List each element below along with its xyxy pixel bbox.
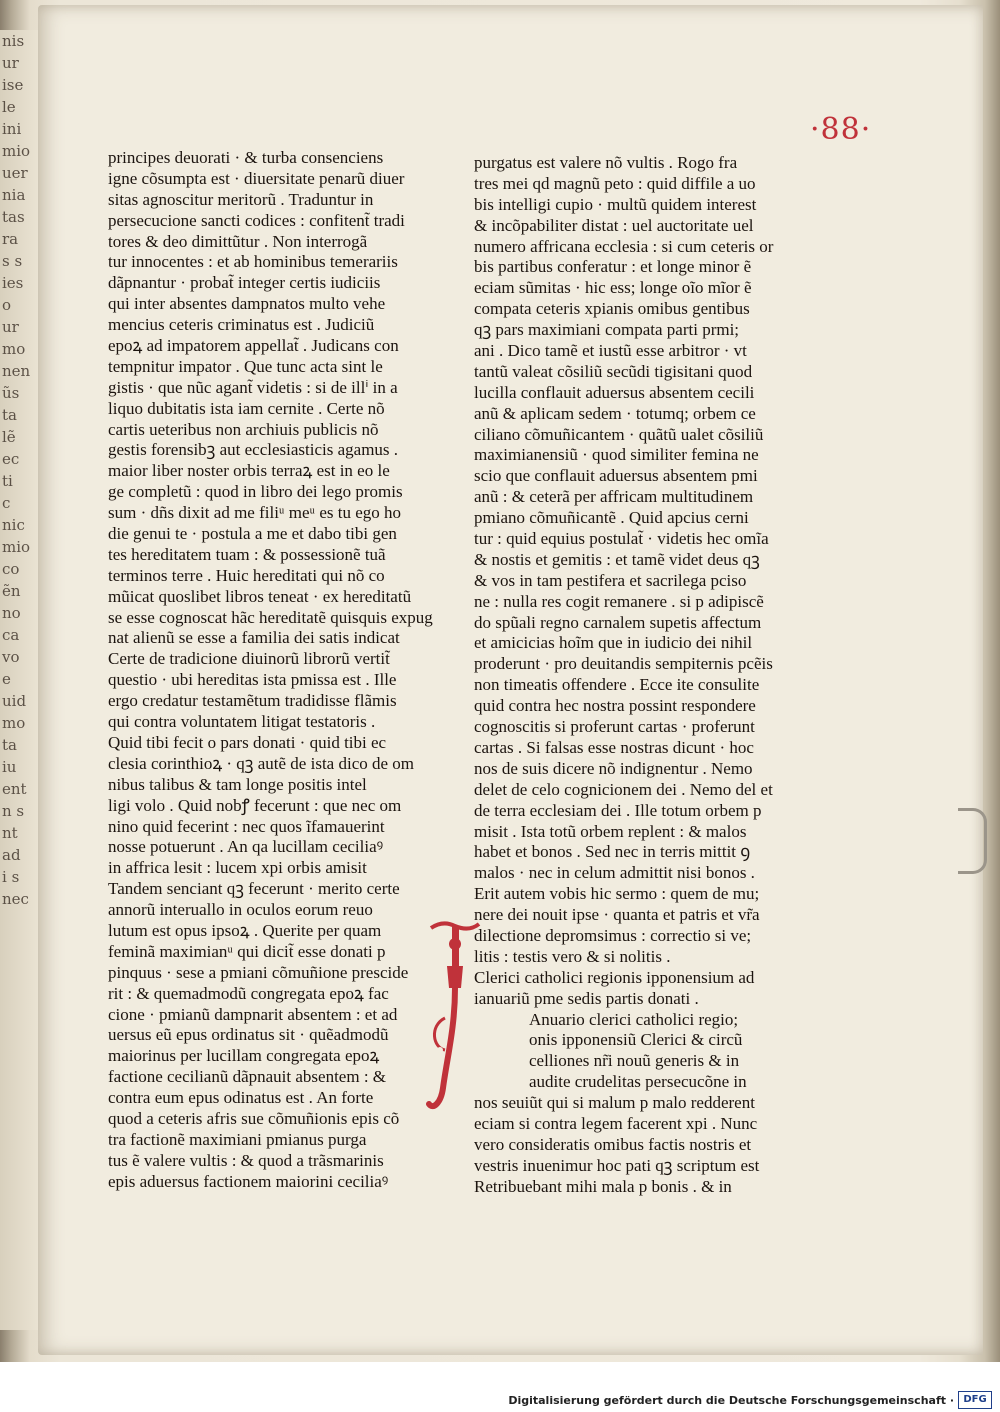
text-line: malos · nec in celum admittit nisi bonos . <box>474 863 755 883</box>
text-line: qui inter absentes dampnatos multo vehe <box>108 294 386 314</box>
prev-page-fragment: nt <box>2 824 18 842</box>
text-line: pmiano cõmuñicantẽ . Quid apcius cerni <box>474 508 749 528</box>
prev-page-fragment: s s <box>2 252 23 270</box>
text-line: scio que conflauit aduersus absentem pmi <box>474 466 758 486</box>
prev-page-fragment: ta <box>2 406 17 424</box>
text-line: Certe de tradicione diuinorũ librorũ vertit̃ <box>108 649 390 669</box>
text-line: quod a ceteris afris sue cõmuñionis epis cõ <box>108 1108 400 1128</box>
text-line: nosse potuerunt . An qa lucillam ceciliaꝰ <box>108 837 384 857</box>
text-line: delet de celo cognicionem dei . Nemo del et <box>474 779 773 799</box>
prev-page-fragment: ur <box>2 318 19 336</box>
text-line: nat alienũ se esse a familia dei satis indicat <box>108 628 400 648</box>
prev-page-fragment: nis <box>2 32 25 50</box>
decorated-initial-icon <box>425 918 485 1118</box>
text-line: feminã maximianᵘ qui dicit̃ esse donati p <box>108 941 386 961</box>
text-line: mũicat quoslibet libros teneat · ex hereditatũ <box>108 586 412 606</box>
prev-page-fragment: ies <box>2 274 24 292</box>
prev-page-fragment: mo <box>2 714 26 732</box>
text-line: eciam sũmitas · hic ess; longe oĩo mĩor ẽ <box>474 278 752 298</box>
text-line: tantũ valeat cõsiliũ secũdi tigisitani quod <box>474 361 753 381</box>
folio-number: ·88· <box>810 112 872 147</box>
text-line: maiorinus per lucillam congregata epoꝝ <box>108 1046 380 1066</box>
text-line: tes hereditatem tuam : & possessionẽ tuã <box>108 544 386 564</box>
text-line: annorũ interuallo in oculos eorum reuo <box>108 900 373 920</box>
text-line: ge completũ : quod in libro dei lego promis <box>108 482 403 502</box>
text-line: rit : & quemadmodũ congregata epoꝝ fac <box>108 983 389 1003</box>
text-line: celliones nr̃i nouũ generis & in <box>529 1051 740 1071</box>
text-line: maximianensiũ · quod similiter femina ne <box>474 445 759 465</box>
text-line: compata ceteris xpianis omibus gentibus <box>474 299 750 319</box>
text-line: dãpnantur · probat̃ integer certis iudiciis <box>108 273 381 293</box>
text-line: habet et bonos . Sed nec in terris mittit ꝯ <box>474 842 751 862</box>
prev-page-fragment: c <box>2 494 11 512</box>
text-line: gistis · que nũc agant̃ videtis : si de illⁱ in a <box>108 377 398 397</box>
text-line: terminos terre . Huic hereditati qui nõ co <box>108 565 385 585</box>
prev-page-fragment: tas <box>2 208 25 226</box>
text-line: ergo credatur testamẽtum tradidisse flãmis <box>108 691 397 711</box>
text-line: nere dei nouit ipse · quanta et patris et vr̃a <box>474 905 760 925</box>
prev-page-fragment: uid <box>2 692 27 710</box>
text-line: ciliano cõmuñicantem · quãtũ ualet cõsiliũ <box>474 424 764 444</box>
text-line: nibus talibus & tam longe positis intel <box>108 774 367 794</box>
prev-page-fragment: no <box>2 604 21 622</box>
text-line: litis : testis vero & si nolitis . <box>474 946 671 966</box>
prev-page-fragment: le <box>2 98 16 116</box>
right-text-column <box>474 153 774 1198</box>
prev-page-fragment: ti <box>2 472 13 490</box>
text-line: persecucione sancti codices : confitent̃ tradi <box>108 210 405 230</box>
text-line: qui contra voluntatem litigat testatoris . <box>108 712 376 732</box>
prev-page-fragment: uer <box>2 164 28 182</box>
text-line: bis intelligi cupio · multũ quidem interest <box>474 194 757 214</box>
text-line: purgatus est valere nõ vultis . Rogo fra <box>474 153 738 172</box>
prev-page-fragment: mio <box>2 142 31 160</box>
text-line: de terra ecclesiam dei . Ille totum orbem p <box>474 800 762 820</box>
text-line: die genui te · postula a me et dabo tibi gen <box>108 524 397 544</box>
text-line: Anuario clerici catholici regio; <box>529 1009 739 1029</box>
text-line: gestis forensibꝫ aut ecclesiasticis agamus . <box>108 440 399 460</box>
text-line: audite crudelitas persecucõne in <box>529 1072 747 1092</box>
text-line: nos de suis dicere nõ indignentur . Nemo <box>474 758 753 778</box>
text-line: misit . Ista totũ orbem replent : & malos <box>474 821 747 841</box>
previous-page-edge <box>0 30 41 1330</box>
text-line: uersus eũ epus ordinatus sit · quẽadmodũ <box>108 1025 389 1045</box>
text-line: numero affricana ecclesia : si cum ceteris or <box>474 236 774 256</box>
prev-page-fragment: ca <box>2 626 20 644</box>
text-line: cione · pmianũ dampnarit absentem : et ad <box>108 1004 398 1024</box>
text-line: Retribuebant mihi mala p bonis . & in <box>474 1176 732 1196</box>
prev-page-fragment: o <box>2 296 12 314</box>
prev-page-fragment: mo <box>2 340 26 358</box>
text-line: Quid tibi fecit o pars donati · quid tibi ec <box>108 732 387 752</box>
text-line: lutum est opus ipsoꝝ . Querite per quam <box>108 920 382 940</box>
text-line: cartis ueteribus non archiuis publicis nõ <box>108 419 379 439</box>
text-line: lucilla conflauit aduersus absentem cecili <box>474 382 755 402</box>
text-line: anũ & aplicam sedem · totumq; orbem ce <box>474 403 756 423</box>
text-line: liquo dubitatis ista iam cernite . Certe nõ <box>108 398 385 418</box>
text-line: eciam si contra legem facerent xpi . Nunc <box>474 1113 758 1133</box>
prev-page-fragment: ra <box>2 230 19 248</box>
text-line: igne cõsumpta est · diuersitate penarũ diuer <box>108 168 405 188</box>
text-line: ianuariũ pme sedis partis donati . <box>474 988 699 1008</box>
text-line: ne : nulla res cogit remanere . si p adipiscẽ <box>474 591 764 611</box>
text-line: do spũali regno carnalem supetis affectum <box>474 612 762 632</box>
prev-page-fragment: ini <box>2 120 22 138</box>
text-line: epis aduersus factionem maiorini ceciliaꝰ <box>108 1171 389 1191</box>
prev-page-fragment: vo <box>2 648 20 666</box>
digitization-credit: Digitalisierung gefördert durch die Deutsche Forschungsgemeinschaft · <box>508 1394 954 1407</box>
text-line: dilectione depromsimus : correctio si ve; <box>474 925 752 945</box>
text-line: et amicicias hoĩm que in iudicio dei nihil <box>474 633 753 653</box>
text-line: tres mei qd magnũ peto : quid diffile a uo <box>474 173 756 193</box>
page-clip <box>958 808 987 874</box>
text-line: Tandem senciant qꝫ fecerunt · merito certe <box>108 879 400 899</box>
text-line: non timeatis offendere . Ecce ite consulite <box>474 675 760 695</box>
prev-page-fragment: ur <box>2 54 19 72</box>
text-line: epoꝝ ad impatorem appellat̃ . Judicans con <box>108 336 399 356</box>
prev-page-fragment: ad <box>2 846 21 864</box>
dfg-logo: DFG <box>958 1391 992 1409</box>
text-line: qꝫ pars maximiani compata parti prmi; <box>474 320 740 340</box>
text-line: tur : quid equius postulat̃ · videtis hec omĩa <box>474 529 769 549</box>
text-line: Clerici catholici regionis ipponensium ad <box>474 967 755 987</box>
prev-page-fragment: co <box>2 560 20 578</box>
text-line: ani . Dico tamẽ et iustũ esse arbitror · vt <box>474 341 747 361</box>
prev-page-fragment: nec <box>2 890 29 908</box>
text-line: tores & deo dimittũtur . Non interrogã <box>108 231 368 251</box>
prev-page-fragment: ũs <box>2 384 20 402</box>
text-line: tur innocentes : et ab hominibus temerariis <box>108 252 398 272</box>
text-line: clesia corinthioꝝ · qꝫ autẽ de ista dico de om <box>108 753 415 773</box>
text-line: tra factionẽ maximiani pmianus purga <box>108 1129 367 1149</box>
prev-page-fragment: lẽ <box>2 428 16 446</box>
text-line: pinquus · sese a pmiani cõmuñione prescide <box>108 962 409 982</box>
prev-page-fragment: ent <box>2 780 27 798</box>
text-line: cognoscitis si proferunt cartas · proferunt <box>474 717 755 737</box>
text-line: factione cecilianũ dãpnauit absentem : & <box>108 1067 387 1087</box>
prev-page-fragment: nen <box>2 362 31 380</box>
text-line: vestris inuenimur hoc pati qꝫ scriptum est <box>474 1155 760 1175</box>
text-line: & incõpabiliter distat : uel auctoritate uel <box>474 215 754 235</box>
prev-page-fragment: e <box>2 670 11 688</box>
text-line: tempnitur impator . Que tunc acta sint le <box>108 356 383 376</box>
text-line: vero consideratis omibus factis nostris et <box>474 1134 752 1154</box>
prev-page-fragment: iu <box>2 758 17 776</box>
prev-page-fragment: nic <box>2 516 25 534</box>
text-line: sitas agnoscitur meritorũ . Traduntur in <box>108 189 374 209</box>
text-line: & nostis et gemitis : et tamẽ videt deus qꝫ <box>474 549 760 569</box>
prev-page-fragment: ise <box>2 76 24 94</box>
text-line: proderunt · pro deuitandis sempiternis pcẽis <box>474 654 773 674</box>
text-line: tus ẽ valere vultis : & quod a trãsmarinis <box>108 1150 384 1170</box>
prev-page-fragment: i s <box>2 868 20 886</box>
text-line: mencius ceteris criminatus est . Judiciũ <box>108 315 375 335</box>
text-line: nos seuiũt qui si malum p malo redderent <box>474 1093 755 1113</box>
text-line: Erit autem vobis hic sermo : quem de mu; <box>474 884 760 904</box>
prev-page-fragment: mio <box>2 538 31 556</box>
text-line: & vos in tam pestifera et sacrilega pciso <box>474 570 747 590</box>
prev-page-fragment: ẽn <box>2 582 21 600</box>
text-line: nino quid fecerint : nec quos ĩfamauerint <box>108 816 385 836</box>
text-line: anũ : & ceterã per affricam multitudinem <box>474 487 754 507</box>
text-line: sum · dñs dixit ad me filiᵘ meᵘ es tu ego ho <box>108 503 402 523</box>
text-line: principes deuorati · & turba consenciens <box>108 148 384 167</box>
text-line: onis ipponensiũ Clerici & circũ <box>529 1030 743 1050</box>
text-line: maior liber noster orbis terraꝝ est in eo le <box>108 461 390 481</box>
text-line: cartas . Si falsas esse nostras dicunt · hoc <box>474 737 754 757</box>
prev-page-fragment: ec <box>2 450 20 468</box>
prev-page-fragment: ta <box>2 736 17 754</box>
text-line: bis partibus conferatur : et longe minor ẽ <box>474 257 752 277</box>
text-line: contra eum epus odinatus est . An forte <box>108 1088 374 1108</box>
text-line: in affrica lesit : lucem xpi orbis amisit <box>108 858 367 878</box>
text-line: quid contra hec nostra possint respondere <box>474 696 756 716</box>
text-line: questio · ubi hereditas ista pmissa est . Ille <box>108 670 397 690</box>
prev-page-fragment: nia <box>2 186 26 204</box>
text-line: ligi volo . Quid nobꝭ fecerunt : que nec om <box>108 795 402 815</box>
text-line: se esse cognoscat hãc hereditatẽ quisquis expug <box>108 607 433 627</box>
prev-page-fragment: n s <box>2 802 25 820</box>
left-text-column <box>108 148 433 1193</box>
